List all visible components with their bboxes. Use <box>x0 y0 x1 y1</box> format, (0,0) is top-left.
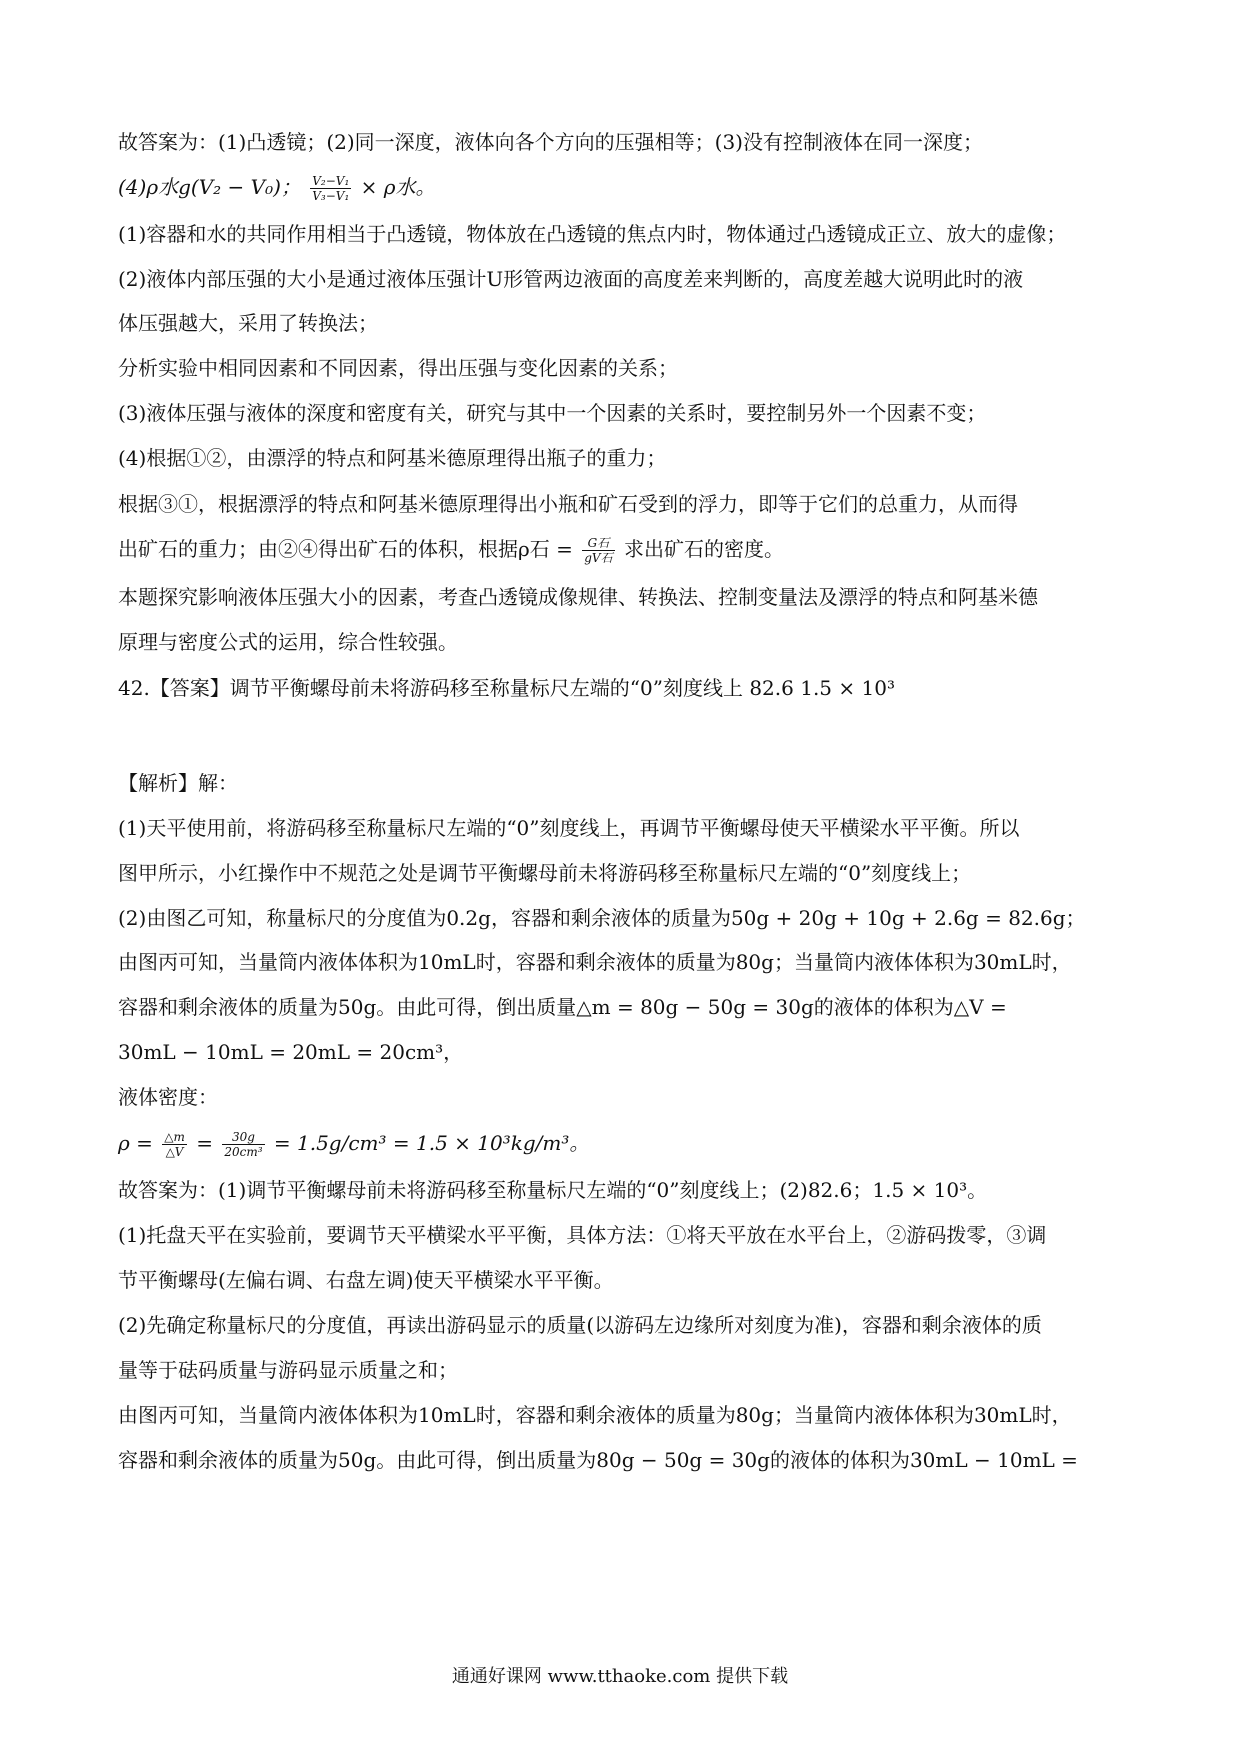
fraction-denominator: 20cm³ <box>224 1145 263 1159</box>
text-line: (2)先确定称量标尺的分度值，再读出游码显示的质量(以游码左边缘所对刻度为准)，容器和剩余液体的质 <box>118 1313 1042 1337</box>
text-line: 故答案为：(1)调节平衡螺母前未将游码移至称量标尺左端的“0”刻度线上；(2)82.6；1.5 × 10³。 <box>118 1178 988 1202</box>
formula-part: = <box>196 1131 220 1155</box>
formula-part: (4)ρ水g(V₂ − V₀)； <box>118 175 301 199</box>
text-line: 本题探究影响液体压强大小的因素，考查凸透镜成像规律、转换法、控制变量法及漂浮的特点和阿基米德 <box>118 585 1038 609</box>
text-line: (4)根据①②，由漂浮的特点和阿基米德原理得出瓶子的重力； <box>118 446 667 470</box>
formula-line <box>118 172 1138 203</box>
text-line: 分析实验中相同因素和不同因素，得出压强与变化因素的关系； <box>118 356 678 380</box>
text-line: (3)液体压强与液体的深度和密度有关，研究与其中一个因素的关系时，要控制另外一个因素不变； <box>118 401 987 425</box>
fraction <box>162 1130 187 1159</box>
formula-line <box>118 534 1138 565</box>
text-line: 原理与密度公式的运用，综合性较强。 <box>118 630 458 654</box>
formula-line <box>118 1128 1138 1159</box>
fraction-denominator: △V <box>165 1145 184 1159</box>
text-line: 由图丙可知，当量筒内液体体积为10mL时，容器和剩余液体的质量为80g；当量筒内液体体积为30mL时， <box>118 1403 1072 1427</box>
text-line: 容器和剩余液体的质量为50g。由此可得，倒出质量为80g − 50g = 30g的液体的体积为30mL − 10mL = <box>118 1448 1078 1472</box>
fraction <box>582 536 614 565</box>
text-line: 节平衡螺母(左偏右调、右盘左调)使天平横梁水平平衡。 <box>118 1268 614 1292</box>
text-line: 体压强越大，采用了转换法； <box>118 311 378 335</box>
text-line: 液体密度： <box>118 1085 218 1109</box>
text-line: 图甲所示，小红操作中不规范之处是调节平衡螺母前未将游码移至称量标尺左端的“0”刻度线上； <box>118 861 972 885</box>
text-part: 求出矿石的密度。 <box>623 537 784 561</box>
fraction-numerator: G石 <box>582 536 614 551</box>
fraction-numerator: △m <box>164 1130 185 1144</box>
formula-part: ρ = <box>118 1131 160 1155</box>
fraction <box>310 174 351 203</box>
text-line: 由图丙可知，当量筒内液体体积为10mL时，容器和剩余液体的质量为80g；当量筒内液体体积为30mL时， <box>118 950 1072 974</box>
text-line: (1)托盘天平在实验前，要调节天平横梁水平平衡，具体方法：①将天平放在水平台上，②游码拨零，③调 <box>118 1223 1047 1247</box>
fraction-denominator: gV石 <box>584 551 613 565</box>
text-line: 30mL − 10mL = 20mL = 20cm³， <box>118 1040 464 1064</box>
fraction <box>222 1130 264 1159</box>
text-line: 量等于砝码质量与游码显示质量之和； <box>118 1358 458 1382</box>
text-line: 故答案为：(1)凸透镜；(2)同一深度，液体向各个方向的压强相等；(3)没有控制液体在同一深度； <box>118 130 983 154</box>
text-line: (1)天平使用前，将游码移至称量标尺左端的“0”刻度线上，再调节平衡螺母使天平横梁水平平衡。所以 <box>118 816 1020 840</box>
text-line: 容器和剩余液体的质量为50g。由此可得，倒出质量△m = 80g − 50g = 30g的液体的体积为△V = <box>118 995 1007 1019</box>
fraction-denominator: V₃−V₁ <box>312 189 350 203</box>
text-part: 出矿石的重力；由②④得出矿石的体积，根据ρ石 = <box>118 537 580 561</box>
text-line: (1)容器和水的共同作用相当于凸透镜，物体放在凸透镜的焦点内时，物体通过凸透镜成正立、放大的虚像； <box>118 222 1067 246</box>
text-line: 根据③①，根据漂浮的特点和阿基米德原理得出小瓶和矿石受到的浮力，即等于它们的总重力，从而得 <box>118 492 1018 516</box>
fraction-numerator: V₂−V₁ <box>312 174 350 188</box>
text-line: (2)由图乙可知，称量标尺的分度值为0.2g，容器和剩余液体的质量为50g + 20g + 10g + 2.6g = 82.6g； <box>118 906 1086 930</box>
formula-part: × ρ水。 <box>360 175 436 199</box>
section-heading: 【解析】解： <box>118 771 238 795</box>
text-line: (2)液体内部压强的大小是通过液体压强计U形管两边液面的高度差来判断的，高度差越大说明此时的液 <box>118 267 1024 291</box>
page-footer: 通通好课网 www.tthaoke.com 提供下载 <box>451 1666 789 1687</box>
answer-line: 42.【答案】调节平衡螺母前未将游码移至称量标尺左端的“0”刻度线上 82.6 1.5 × 10³ <box>118 676 895 700</box>
formula-part: = 1.5g/cm³ = 1.5 × 10³kg/m³。 <box>273 1131 590 1155</box>
fraction-numerator: 30g <box>222 1130 264 1145</box>
